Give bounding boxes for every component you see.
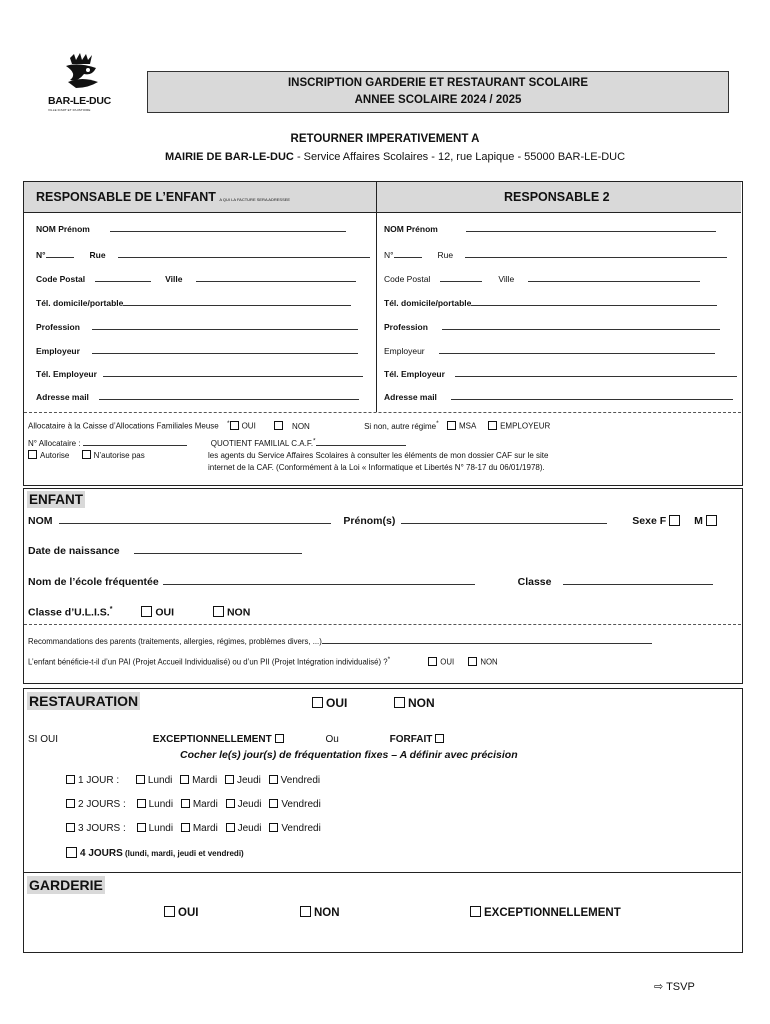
resp2-nom-row: NOM Prénom xyxy=(384,223,716,234)
resp2-employeur-field[interactable] xyxy=(439,345,715,354)
classe-field[interactable] xyxy=(563,576,713,585)
restauration-non: NON xyxy=(394,696,435,710)
exceptionnellement-checkbox[interactable] xyxy=(275,734,284,743)
resp1-cp-field[interactable] xyxy=(95,273,151,282)
plan-2-vendredi-checkbox[interactable] xyxy=(269,799,278,808)
plan-2-jeudi-checkbox[interactable] xyxy=(226,799,235,808)
resp1-employeur-row: Employeur xyxy=(36,345,358,356)
restauration-title: RESTAURATION xyxy=(29,693,139,709)
restauration-oui-checkbox[interactable] xyxy=(312,697,323,708)
caf-non-checkbox[interactable] xyxy=(274,421,283,430)
resp1-tel-row: Tél. domicile/portable xyxy=(36,297,351,308)
resp-divider xyxy=(376,182,377,412)
resp1-profession-row: Profession xyxy=(36,321,358,332)
enfant-title: ENFANT xyxy=(29,492,83,507)
plan-3-mardi-checkbox[interactable] xyxy=(181,823,190,832)
address-bold: MAIRIE DE BAR-LE-DUC xyxy=(164,151,294,163)
caf-number-field[interactable] xyxy=(83,437,187,446)
restauration-box xyxy=(23,688,743,953)
caf-consent-2: internet de la CAF. (Conformément à la Loi « Informatique et Libertés N° 78-17 du 06/01/1978). xyxy=(208,463,545,472)
resp1-title-small: A QUI LA FACTURE SERA ADRESSEE xyxy=(219,197,291,202)
instruction: Cocher le(s) jour(s) de fréquentation fixes – A définir avec précision xyxy=(180,749,518,761)
title-line1: INSCRIPTION GARDERIE ET RESTAURANT SCOLAIRE xyxy=(287,77,589,89)
ulis-row: Classe d’U.L.I.S.* OUI NON xyxy=(28,606,251,619)
tsvp: ⇨ TSVP xyxy=(654,981,695,993)
resp2-employeur-row: Employeur xyxy=(384,345,715,356)
naissance-field[interactable] xyxy=(134,545,302,554)
resp2-profession-row: Profession xyxy=(384,321,720,332)
garderie-oui-checkbox[interactable] xyxy=(164,906,175,917)
resp2-email-field[interactable] xyxy=(451,391,733,400)
plan-3-lundi-checkbox[interactable] xyxy=(137,823,146,832)
forfait-checkbox[interactable] xyxy=(435,734,444,743)
resp1-no-field[interactable] xyxy=(46,249,74,258)
garderie-oui: OUI xyxy=(164,907,198,919)
plan-2-checkbox[interactable] xyxy=(66,799,75,808)
plan-1-vendredi-checkbox[interactable] xyxy=(269,775,278,784)
garderie-exceptionnellement: EXCEPTIONNELLEMENT xyxy=(470,907,621,919)
resp2-tel-field[interactable] xyxy=(471,297,717,306)
resp2-nom-field[interactable] xyxy=(466,223,716,232)
ulis-non-checkbox[interactable] xyxy=(213,606,224,617)
ulis-oui-checkbox[interactable] xyxy=(141,606,152,617)
autorise-checkbox[interactable] xyxy=(28,450,37,459)
enfant-nom-field[interactable] xyxy=(59,515,331,524)
return-title: RETOURNER IMPERATIVEMENT A xyxy=(290,133,480,145)
resp1-email-field[interactable] xyxy=(99,391,359,400)
plan-4-checkbox[interactable] xyxy=(66,847,77,858)
pai-oui-checkbox[interactable] xyxy=(428,657,437,666)
resp1-nom-row: NOM Prénom xyxy=(36,223,346,234)
title-line2: ANNEE SCOLAIRE 2024 / 2025 xyxy=(354,94,522,106)
caf-row3: Autorise N’autorise pas xyxy=(28,451,145,460)
plan-1-row: 1 JOUR : Lundi Mardi Jeudi Vendredi xyxy=(66,775,320,786)
msa-checkbox[interactable] xyxy=(447,421,456,430)
garderie-separator xyxy=(24,872,741,873)
enfant-nom-row: NOM Prénom(s) Sexe F M xyxy=(28,515,720,527)
sexe-m-checkbox[interactable] xyxy=(706,515,717,526)
garderie-non-checkbox[interactable] xyxy=(300,906,311,917)
resp2-profession-field[interactable] xyxy=(442,321,720,330)
ecole-field[interactable] xyxy=(163,576,475,585)
plan-1-jeudi-checkbox[interactable] xyxy=(225,775,234,784)
resp2-ville-field[interactable] xyxy=(528,273,700,282)
employeur-regime-checkbox[interactable] xyxy=(488,421,497,430)
logo-text: BAR-LE-DUC xyxy=(48,95,111,107)
right-arrow-icon: ⇨ xyxy=(654,981,664,993)
logo-subtext: VILLE D'ART ET D'HISTOIRE xyxy=(48,108,91,112)
enfant-box xyxy=(23,488,743,684)
caf-row1: Allocataire à la Caisse d’Allocations Familiales Meuse * OUI NON Si non, autre régime* MSA EMPLOYEUR xyxy=(28,420,551,431)
resp1-email-row: Adresse mail xyxy=(36,391,359,402)
enfant-prenom-field[interactable] xyxy=(401,515,607,524)
resp2-no-field[interactable] xyxy=(394,249,422,258)
resp2-rue-field[interactable] xyxy=(465,249,727,258)
resp1-employeur-field[interactable] xyxy=(92,345,358,354)
plan-3-jeudi-checkbox[interactable] xyxy=(226,823,235,832)
resp2-cp-field[interactable] xyxy=(440,273,482,282)
resp1-tel-field[interactable] xyxy=(123,297,351,306)
restauration-oui: OUI xyxy=(312,696,347,710)
plan-3-checkbox[interactable] xyxy=(66,823,75,832)
address-rest: - Service Affaires Scolaires - 12, rue Lapique - 55000 BAR-LE-DUC xyxy=(293,151,626,163)
plan-2-row: 2 JOURS : Lundi Mardi Jeudi Vendredi xyxy=(66,799,321,810)
resp1-profession-field[interactable] xyxy=(92,321,358,330)
plan-1-mardi-checkbox[interactable] xyxy=(180,775,189,784)
garderie-non: NON xyxy=(300,907,340,919)
resp2-telemp-row: Tél. Employeur xyxy=(384,368,737,379)
return-address xyxy=(0,151,770,163)
restauration-non-checkbox[interactable] xyxy=(394,697,405,708)
recommandations-field[interactable] xyxy=(322,635,652,644)
resp1-ville-field[interactable] xyxy=(196,273,356,282)
resp1-title: RESPONSABLE DE L’ENFANT A QUI LA FACTURE SERA ADRESSEE xyxy=(36,190,291,204)
caf-consent-1: les agents du Service Affaires Scolaires à consulter les éléments de mon dossier CAF sur le site xyxy=(208,451,549,460)
resp2-title: RESPONSABLE 2 xyxy=(504,190,610,204)
resp2-rue-row: N° Rue xyxy=(384,249,727,260)
si-oui-row: SI OUI EXCEPTIONNELLEMENT Ou FORFAIT xyxy=(28,734,447,745)
resp2-tel-row: Tél. domicile/portable xyxy=(384,297,717,308)
plan-1-checkbox[interactable] xyxy=(66,775,75,784)
resp1-rue-row: N° Rue xyxy=(36,249,370,260)
resp1-nom-field[interactable] xyxy=(110,223,346,232)
naissance-row: Date de naissance xyxy=(28,545,302,557)
caf-oui-checkbox[interactable] xyxy=(230,421,239,430)
plan-1-lundi-checkbox[interactable] xyxy=(136,775,145,784)
responsables-box xyxy=(23,181,743,486)
resp1-cp-row: Code Postal Ville xyxy=(36,273,356,284)
resp1-telemp-row: Tél. Employeur xyxy=(36,368,363,379)
garderie-exceptionnellement-checkbox[interactable] xyxy=(470,906,481,917)
caf-row2: N° Allocataire : QUOTIENT FAMILIAL C.A.F.* xyxy=(28,437,406,448)
resp2-email-row: Adresse mail xyxy=(384,391,733,402)
plan-3-row: 3 JOURS : Lundi Mardi Jeudi Vendredi xyxy=(66,823,321,834)
plan-3-vendredi-checkbox[interactable] xyxy=(269,823,278,832)
recommandations-row: Recommandations des parents (traitements, allergies, régimes, problèmes divers, ...) xyxy=(28,635,652,646)
logo xyxy=(48,52,118,112)
plan-2-mardi-checkbox[interactable] xyxy=(181,799,190,808)
plan-4-row: 4 JOURS (lundi, mardi, jeudi et vendredi) xyxy=(66,848,244,859)
plan-2-lundi-checkbox[interactable] xyxy=(137,799,146,808)
resp2-cp-row: Code Postal Ville xyxy=(384,273,700,284)
n-autorise-checkbox[interactable] xyxy=(82,450,91,459)
city-crest-icon xyxy=(48,52,118,92)
sexe-f-checkbox[interactable] xyxy=(669,515,680,526)
resp1-rue-field[interactable] xyxy=(118,249,370,258)
ecole-row: Nom de l’école fréquentée Classe xyxy=(28,576,713,588)
garderie-title: GARDERIE xyxy=(29,877,103,893)
resp-bottom-line xyxy=(24,412,741,413)
enfant-dash-line xyxy=(24,624,741,625)
pai-non-checkbox[interactable] xyxy=(468,657,477,666)
resp2-telemp-field[interactable] xyxy=(455,368,737,377)
title-box xyxy=(147,71,729,113)
resp1-telemp-field[interactable] xyxy=(103,368,363,377)
pai-row: L’enfant bénéficie-t-il d’un PAI (Projet Accueil Individualisé) ou d’un PII (Projet Intégration individualisé) ?* OUI NON xyxy=(28,656,498,667)
quotient-field[interactable] xyxy=(316,437,406,446)
